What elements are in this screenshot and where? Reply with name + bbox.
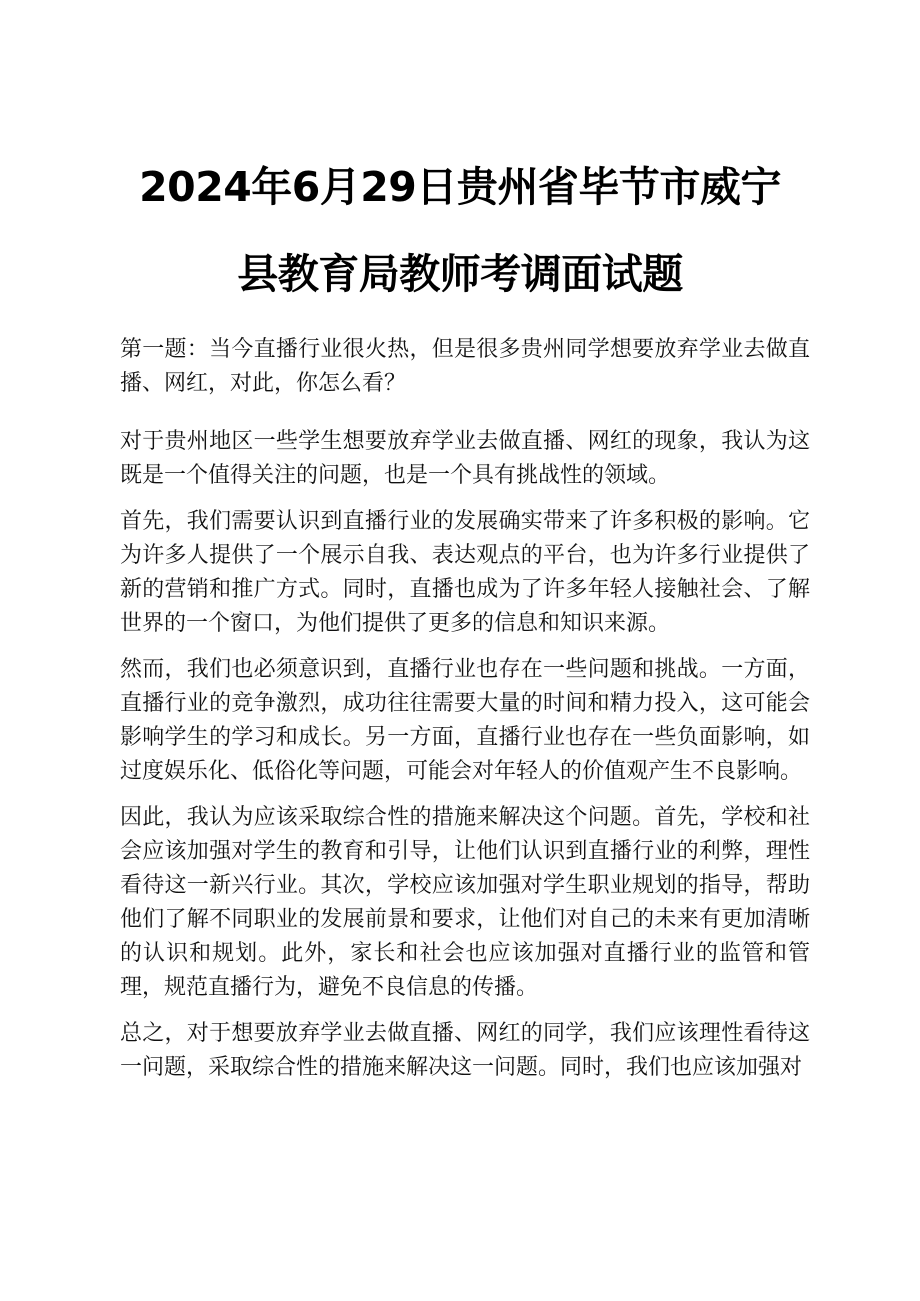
answer-paragraph-1: 对于贵州地区一些学生想要放弃学业去做直播、网红的现象，我认为这既是一个值得关注的问题，也是一个具有挑战性的领域。 — [120, 429, 810, 488]
answer-paragraph-3: 然而，我们也必须意识到，直播行业也存在一些问题和挑战。一方面，直播行业的竞争激烈，成功往往需要大量的时间和精力投入，这可能会影响学生的学习和成长。另一方面，直播行业也存在一些负面影响，如过度娱乐化、低俗化等问题，可能会对年轻人的价值观产生不良影响。 — [120, 657, 810, 784]
document-title-line-1: 2024年6月29日贵州省毕节市威宁 — [139, 163, 781, 211]
document-title-line-2: 县教育局教师考调面试题 — [237, 250, 683, 298]
question-paragraph: 第一题：当今直播行业很火热，但是很多贵州同学想要放弃学业去做直播、网红，对此，你怎么看？ — [120, 337, 810, 396]
answer-paragraph-2: 首先，我们需要认识到直播行业的发展确实带来了许多积极的影响。它为许多人提供了一个展示自我、表达观点的平台，也为许多行业提供了新的营销和推广方式。同时，直播也成为了许多年轻人接触社会、了解世界的一个窗口，为他们提供了更多的信息和知识来源。 — [120, 509, 810, 636]
document-body — [120, 333, 810, 1097]
answer-paragraph-5: 总之，对于想要放弃学业去做直播、网红的同学，我们应该理性看待这一问题，采取综合性的措施来解决这一问题。同时，我们也应该加强对 — [120, 1021, 810, 1080]
answer-paragraph-4: 因此，我认为应该采取综合性的措施来解决这个问题。首先，学校和社会应该加强对学生的教育和引导，让他们认识到直播行业的利弊，理性看待这一新兴行业。其次，学校应该加强对学生职业规划的指导，帮助他们了解不同职业的发展前景和要求，让他们对自己的未来有更加清晰的认识和规划。此外，家长和社会也应该加强对直播行业的监管和管理，规范直播行为，避免不良信息的传播。 — [120, 805, 810, 1000]
